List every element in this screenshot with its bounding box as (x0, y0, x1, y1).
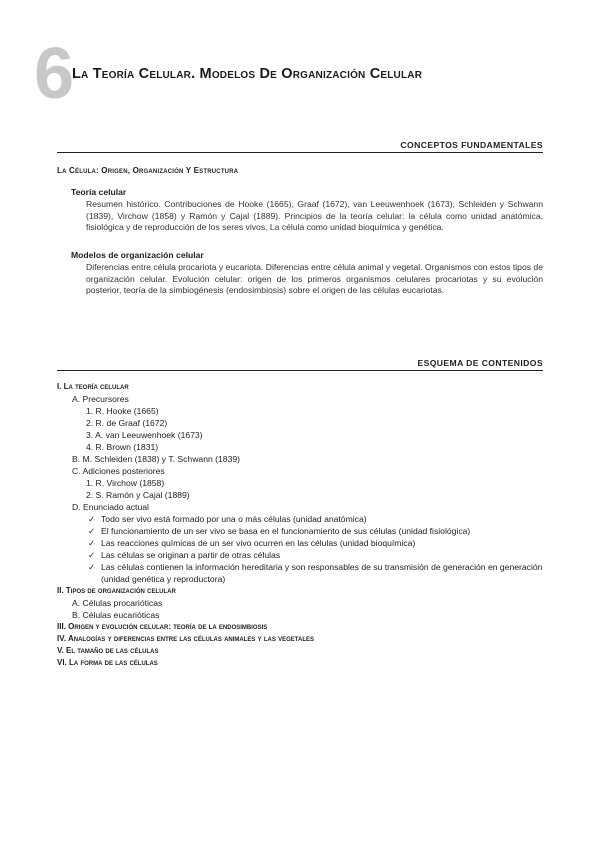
check-item (57, 513, 547, 525)
checkmark-icon: ✓ (88, 562, 96, 572)
outline-item: A. Precursores (72, 394, 129, 404)
check-item (57, 549, 547, 561)
check-item-text: Las células contienen la información hereditaria y son responsables de su transmisión de generación en generación (unidad genética y reproductora) (101, 562, 543, 584)
outline-item: 1. R. Virchow (1858) (86, 478, 165, 488)
topic-title-modelos: Modelos de organización celular (71, 250, 204, 260)
outline-item: II. Tipos de organización celular (57, 586, 176, 595)
conceptos-subtitle: La Célula: Origen, Organización Y Estructura (57, 166, 239, 175)
outline-item: A. Células procarióticas (72, 598, 163, 608)
outline-item: 3. A. van Leeuwenhoek (1673) (86, 430, 203, 440)
checkmark-icon: ✓ (88, 526, 96, 536)
topic-title-teoria: Teoría celular (71, 187, 127, 197)
check-item-text: Las células se originan a partir de otras células (101, 550, 281, 560)
outline-item: III. Origen y evolución celular: teoría de la endosimbiosis (57, 622, 268, 631)
outline-item: 4. R. Brown (1831) (86, 442, 159, 452)
topic-text-modelos: Diferencias entre célula procariota y eucariota. Diferencias entre célula animal y vegetal. Organismos con estos tipos de organización celular. Evolución celular: origen de los primeros organismos celulares procariotas y su evolución posterior, teoría de la simbiogénesis (endosimbiosis) sobre el origen de las células eucariotas. (86, 262, 543, 296)
outline-item: D. Enunciado actual (72, 502, 149, 512)
outline-item: 2. S. Ramón y Cajal (1889) (86, 490, 190, 500)
outline-item: I. La teoría celular (57, 382, 129, 391)
outline-item: C. Adiciones posteriores (72, 466, 165, 476)
chapter-number: 6 (34, 34, 75, 114)
esquema-heading: ESQUEMA DE CONTENIDOS (57, 358, 543, 371)
outline-item: B. M. Schleiden (1838) y T. Schwann (1839) (72, 454, 240, 464)
checkmark-icon: ✓ (88, 514, 96, 524)
topic-text-teoria: Resumen histórico. Contribuciones de Hooke (1665), Graaf (1672), van Leeuwenhoek (1673), Schleiden y Schwann (1839), Virchow (1858) y Ramón y Cajal (1889). Principios de la teoría celular: la célula como unidad anatómica, fisiológica y de reproducción de los seres vivos. La célula como unidad bioquímica y genética. (86, 199, 543, 233)
chapter-title: La Teoría Celular. Modelos De Organización Celular (72, 66, 423, 82)
check-item (57, 561, 547, 585)
outline-item: 2. R. de Graaf (1672) (86, 418, 168, 428)
check-item-text: Las reacciones químicas de un ser vivo ocurren en las células (unidad bioquímica) (101, 538, 416, 548)
outline-item: V. El tamaño de las células (57, 646, 159, 655)
outline-item: 1. R. Hooke (1665) (86, 406, 159, 416)
content-outline (57, 381, 547, 669)
check-item (57, 537, 547, 549)
check-item-text: Todo ser vivo está formado por una o más células (unidad anatómica) (101, 514, 367, 524)
check-item-text: El funcionamiento de un ser vivo se basa en el funcionamiento de sus células (unidad fisiológica) (101, 526, 471, 536)
checkmark-icon: ✓ (88, 538, 96, 548)
check-item (57, 525, 547, 537)
outline-item: B. Células eucarióticas (72, 610, 160, 620)
outline-item: IV. Analogías y diferencias entre las células animales y las vegetales (57, 634, 314, 643)
conceptos-heading: CONCEPTOS FUNDAMENTALES (57, 140, 543, 153)
checkmark-icon: ✓ (88, 550, 96, 560)
outline-item: VI. La forma de las células (57, 658, 158, 667)
